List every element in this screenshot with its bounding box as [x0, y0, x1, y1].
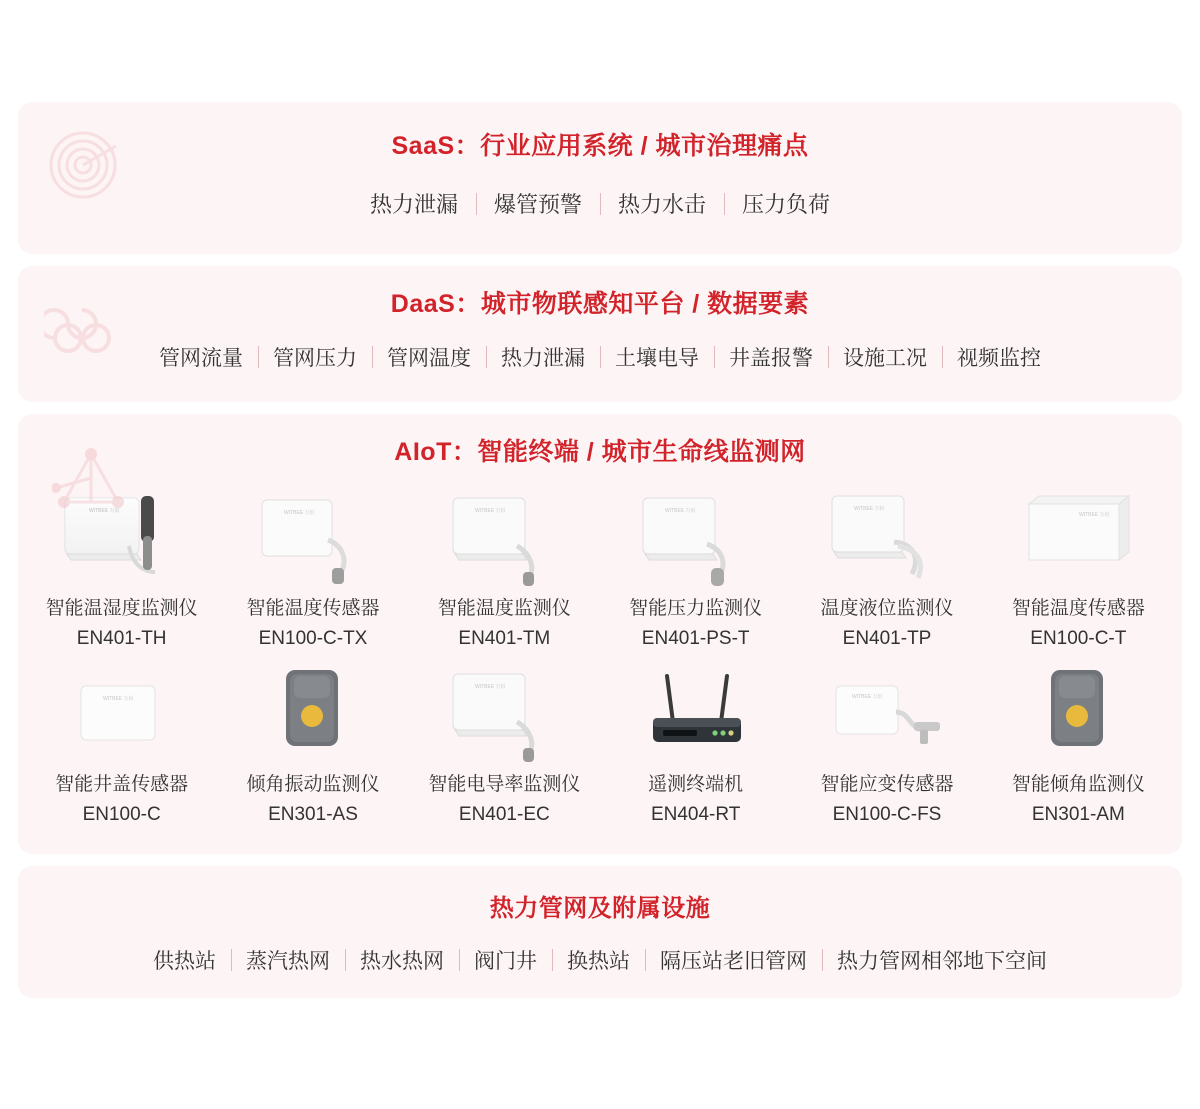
saas-item: 热力水击: [600, 188, 724, 219]
device-card[interactable]: [600, 484, 791, 654]
device-name: 智能温湿度监测仪: [45, 598, 198, 619]
sensor-box-dual-cable-icon: [802, 484, 972, 588]
device-card[interactable]: [983, 484, 1174, 654]
pipes-item: 热水热网: [345, 945, 459, 975]
panel-aiot-title-prefix: AIoT：: [394, 438, 478, 466]
panel-saas-title-text: 行业应用系统 / 城市治理痛点: [480, 132, 809, 160]
device-model: EN301-AS: [268, 804, 358, 825]
device-card[interactable]: [983, 660, 1174, 830]
svg-text:WITBEE 万佰: WITBEE 万佰: [283, 510, 315, 516]
device-name: 智能应变传感器: [820, 774, 954, 795]
svg-text:WITBEE 万佰: WITBEE 万佰: [475, 684, 506, 690]
pipes-item: 热力管网相邻地下空间: [822, 945, 1062, 975]
panel-aiot: [18, 414, 1182, 854]
panel-stack: [18, 102, 1182, 1010]
daas-item: 管网流量: [159, 347, 243, 370]
svg-text:WITBEE 万佰: WITBEE 万佰: [853, 506, 885, 512]
svg-text:WITBEE 万佰: WITBEE 万佰: [88, 508, 120, 514]
device-model: EN401-TM: [458, 628, 551, 649]
daas-item: 土壤电导: [600, 342, 714, 372]
device-card[interactable]: [217, 660, 408, 830]
sensor-box-cable-icon: [419, 484, 589, 588]
daas-item-list: [18, 342, 1182, 372]
saas-item-list: [18, 188, 1182, 219]
device-card[interactable]: [409, 484, 600, 654]
device-card[interactable]: [409, 660, 600, 830]
device-name: 智能井盖传感器: [55, 774, 189, 795]
strain-bracket-icon: [802, 660, 972, 764]
device-name: 智能温度传感器: [1011, 598, 1145, 619]
panel-heating-pipes: [18, 866, 1182, 998]
device-model: EN100-C-TX: [258, 628, 368, 649]
svg-text:WITBEE 万佰: WITBEE 万佰: [851, 694, 883, 700]
device-card[interactable]: [26, 660, 217, 830]
pipes-item: 供热站: [153, 950, 216, 973]
sensor-box-cable-icon: [419, 660, 589, 764]
device-grid: [18, 484, 1182, 830]
device-name: 智能温度传感器: [246, 598, 380, 619]
device-card[interactable]: [791, 660, 982, 830]
pipes-item: 隔压站老旧管网: [645, 945, 822, 975]
saas-item: 热力泄漏: [369, 192, 458, 217]
svg-text:WITBEE 万佰: WITBEE 万佰: [475, 508, 506, 514]
device-model: EN100-C-FS: [832, 804, 942, 825]
daas-item: 井盖报警: [714, 342, 828, 372]
device-model: EN100-C: [82, 804, 161, 825]
pipes-item: 阀门井: [459, 945, 552, 975]
pipes-item: 蒸汽热网: [231, 945, 345, 975]
saas-item: 爆管预警: [476, 188, 600, 219]
device-model: EN404-RT: [650, 804, 741, 825]
device-name: 智能电导率监测仪: [428, 774, 581, 795]
sensor-panel-cable-icon: [228, 484, 398, 588]
rtu-router-icon: [611, 660, 781, 764]
sensor-box-pressure-icon: [611, 484, 781, 588]
panel-daas-title-text: 城市物联感知平台 / 数据要素: [480, 290, 810, 318]
panel-saas-title-prefix: SaaS：: [391, 132, 481, 160]
daas-item: 管网压力: [258, 342, 372, 372]
device-card[interactable]: [600, 660, 791, 830]
saas-item: 压力负荷: [724, 188, 848, 219]
panel-daas-title: [18, 284, 1182, 320]
panel-daas: [18, 266, 1182, 402]
tilt-module-icon: [228, 660, 398, 764]
device-name: 智能倾角监测仪: [1011, 774, 1145, 795]
daas-item: 管网温度: [372, 342, 486, 372]
device-model: EN401-PS-T: [641, 628, 750, 649]
daas-item: 设施工况: [828, 342, 942, 372]
device-name: 倾角振动监测仪: [246, 774, 380, 795]
panel-saas: [18, 102, 1182, 254]
device-card[interactable]: [217, 484, 408, 654]
device-name: 遥测终端机: [648, 774, 744, 795]
panel-aiot-title-text: 智能终端 / 城市生命线监测网: [477, 438, 806, 466]
pipes-item: 换热站: [552, 945, 645, 975]
panel-saas-title: [18, 126, 1182, 162]
device-name: 智能温度监测仪: [437, 598, 571, 619]
sensor-slab-icon: [993, 484, 1163, 588]
device-model: EN100-C-T: [1030, 628, 1127, 649]
sensor-box-probe-icon: [37, 484, 207, 588]
tilt-module-icon: [993, 660, 1163, 764]
device-model: EN401-EC: [458, 804, 550, 825]
svg-text:WITBEE 万佰: WITBEE 万佰: [664, 508, 696, 514]
pipes-item-list: [18, 945, 1182, 975]
svg-text:WITBEE 万佰: WITBEE 万佰: [1079, 512, 1110, 518]
daas-item: 热力泄漏: [486, 342, 600, 372]
device-model: EN401-TP: [842, 628, 932, 649]
daas-item: 视频监控: [942, 342, 1056, 372]
device-name: 智能压力监测仪: [629, 598, 763, 619]
svg-text:WITBEE 万佰: WITBEE 万佰: [102, 696, 134, 702]
panel-daas-title-prefix: DaaS：: [390, 290, 481, 318]
panel-pipes-title: 热力管网及附属设施: [489, 895, 711, 922]
panel-aiot-title: [18, 432, 1182, 468]
device-model: EN301-AM: [1031, 804, 1125, 825]
device-card[interactable]: [791, 484, 982, 654]
device-model: EN401-TH: [76, 628, 167, 649]
device-card[interactable]: [26, 484, 217, 654]
device-name: 温度液位监测仪: [820, 598, 954, 619]
sensor-flat-panel-icon: [37, 660, 207, 764]
